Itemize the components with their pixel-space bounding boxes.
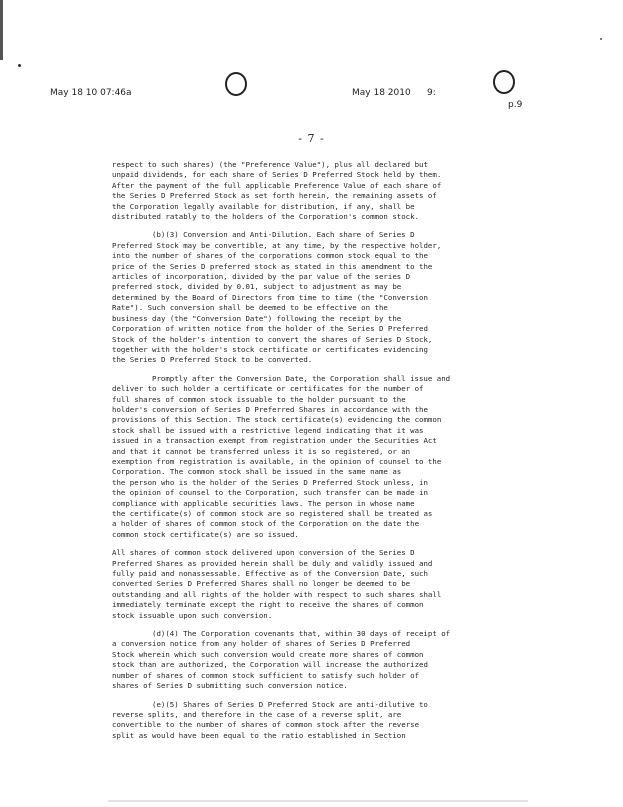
paragraph-certificates [112, 374, 524, 541]
paragraph-preference-value [112, 160, 524, 222]
fax-page-label: p.9 [508, 100, 523, 110]
scan-edge-mark [0, 0, 3, 60]
scan-bottom-edge [108, 800, 528, 802]
paragraph-anti-dilutive [112, 700, 524, 742]
text-line: articles of incorporation, divided by the par value of the series D [112, 272, 411, 282]
text-line: (e)(5) Shares of Series D Preferred Stock are anti-dilutive to [152, 699, 428, 709]
fax-timestamp: May 18 10 07:46a [50, 88, 132, 98]
text-line: shares of Series D submitting such conversion notice. [112, 681, 348, 691]
text-line: Preferred Stock may be convertible, at any time, by the respective holder, [112, 240, 442, 250]
text-line: the Series D Preferred Stock as set forth herein, the remaining assets of [112, 191, 437, 201]
text-line: stock shall be issued with a restrictive legend indicating that it was [112, 425, 424, 435]
text-line: exemption from registration is available, in the opinion of counsel to the [112, 456, 442, 466]
text-line: Stock of the holder's intention to convert the shares of Series D Stock, [112, 334, 433, 344]
text-line: number of shares of common stock sufficient to satisfy such holder of [112, 670, 420, 680]
text-line: issued in a transaction exempt from registration under the Securities Act [112, 436, 437, 446]
text-line: compliance with applicable securities laws. The person in whose name [112, 498, 415, 508]
text-line: determined by the Board of Directors from time to time (the "Conversion [112, 292, 428, 302]
text-line: Corporation of written notice from the holder of the Series D Preferred [112, 324, 428, 334]
text-line: split as would have been equal to the ratio established in Section [112, 730, 406, 740]
text-line: converted Series D Preferred Shares shall no longer be deemed to be [112, 579, 411, 589]
text-line: provisions of this Section. The stock certificate(s) evidencing the common [112, 415, 442, 425]
text-line: the person who is the holder of the Series D Preferred Stock unless, in [112, 477, 428, 487]
text-line: immediately terminate except the right to receive the shares of common [112, 600, 424, 610]
scan-dot [18, 64, 21, 67]
text-line: Preferred Shares as provided herein shall be duly and validly issued and [112, 558, 433, 568]
scan-dot [600, 38, 602, 40]
text-line: common stock certificate(s) are so issued. [112, 529, 299, 539]
text-line: convertible to the number of shares of common stock after the reverse [112, 720, 420, 730]
fax-mark: 9: [427, 88, 436, 98]
text-line: stock issuable upon such conversion. [112, 610, 273, 620]
text-line: fully paid and nonassessable. Effective as of the Conversion Date, such [112, 569, 428, 579]
text-line: together with the holder's stock certificate or certificates evidencing [112, 344, 428, 354]
text-line: outstanding and all rights of the holder with respect to such shares shall [112, 589, 442, 599]
text-line: After the payment of the full applicable Preference Value of each share of [112, 180, 442, 190]
text-line: Corporation. The common stock shall be issued in the same name as [112, 467, 402, 477]
paragraph-conversion [112, 230, 524, 365]
text-line: unpaid dividends, for each share of Series D Preferred Stock held by them. [112, 170, 442, 180]
paragraph-fully-paid [112, 548, 524, 621]
text-line: Stock wherein which such conversion would create more shares of common [112, 649, 424, 659]
text-line: (d)(4) The Corporation covenants that, within 30 days of receipt of [152, 629, 451, 639]
text-line: the Series D Preferred Stock to be converted. [112, 355, 313, 365]
text-line: Rate"). Such conversion shall be deemed to be effective on the [112, 303, 388, 313]
text-line: (b)(3) Conversion and Anti-Dilution. Each share of Series D [152, 230, 415, 240]
text-line: reverse splits, and therefore in the case of a reverse split, are [112, 709, 402, 719]
text-line: price of the Series D preferred stock as stated in this amendment to the [112, 261, 433, 271]
text-line: All shares of common stock delivered upon conversion of the Series D [112, 548, 415, 558]
text-line: the opinion of counsel to the Corporation, such transfer can be made in [112, 488, 428, 498]
text-line: deliver to such holder a certificate or certificates for the number of [112, 384, 424, 394]
document-body [112, 160, 524, 749]
text-line: holder's conversion of Series D Preferred Shares in accordance with the [112, 404, 428, 414]
text-line: preferred stock, divided by 0.01, subject to adjustment as may be [112, 282, 402, 292]
text-line: a holder of shares of common stock of the Corporation on the date the [112, 519, 420, 529]
text-line: respect to such shares) (the "Preference Value"), plus all declared but [112, 160, 428, 169]
text-line: stock than are authorized, the Corporation will increase the authorized [112, 660, 428, 670]
text-line: into the number of shares of the corporations common stock equal to the [112, 251, 428, 261]
text-line: the certificate(s) of common stock are so registered shall be treated as [112, 509, 433, 518]
paragraph-covenant [112, 629, 524, 691]
fax-header [0, 88, 623, 110]
fax-date: May 18 2010 [352, 88, 411, 98]
text-line: business day (the "Conversion Date") following the receipt by the [112, 313, 402, 323]
text-line: the Corporation legally available for distribution, if any, shall be [112, 201, 415, 211]
text-line: Promptly after the Conversion Date, the Corporation shall issue and [152, 373, 451, 383]
text-line: a conversion notice from any holder of shares of Series D Preferred [112, 639, 411, 649]
page-number: - 7 - [298, 132, 325, 145]
text-line: and that it cannot be transferred unless it is so registered, or an [112, 446, 411, 456]
text-line: distributed ratably to the holders of the Corporation's common stock. [112, 212, 420, 222]
text-line: full shares of common stock issuable to the holder pursuant to the [112, 394, 406, 404]
